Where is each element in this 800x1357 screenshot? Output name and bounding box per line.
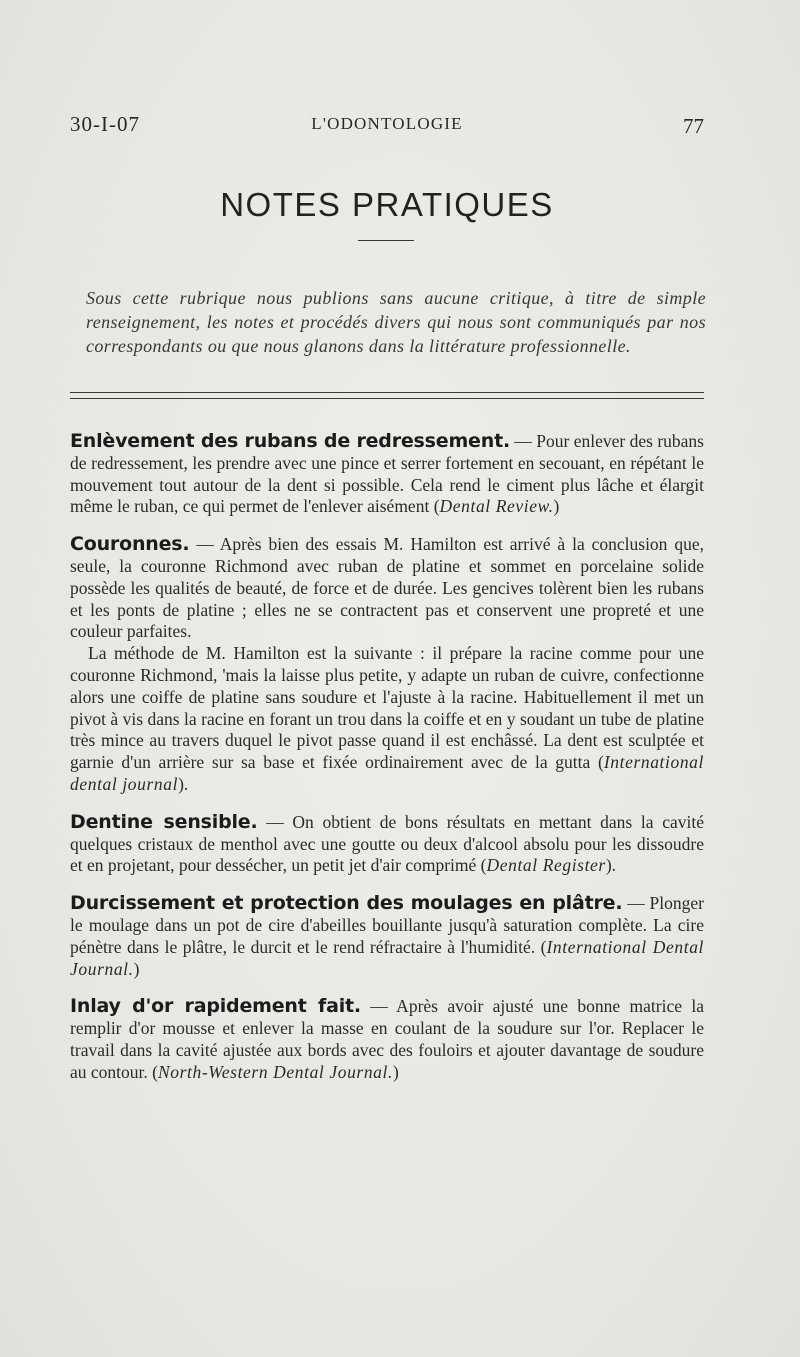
intro-paragraph: Sous cette rubrique nous publions sans aucune critique, à titre de simple renseignement, les notes et procédés divers qui nous sont communiqués par nos correspondants ou que nous glanons dans la littérature professionnelle. — [86, 288, 706, 356]
note-heading: Durcissement et protection des moulages en plâtre. — [70, 892, 623, 915]
note-paragraph — [70, 431, 704, 518]
note-paragraph — [70, 893, 704, 980]
note-end: ). — [605, 855, 617, 876]
note-section — [70, 812, 704, 877]
note-end: ) — [553, 496, 560, 517]
note-source: International dental journal — [70, 752, 704, 794]
note-paragraph — [70, 996, 704, 1083]
running-head — [70, 112, 704, 142]
note-heading: Couronnes. — [70, 533, 190, 556]
note-text: — Pour enlever des rubans de redressement, les prendre avec une pince et serrer fortement en secouant, en répétant le mouvement tout autour de la dent si possible. Cela rend le ciment plus lâche et élargit même le ruban, ce qui permet de l'enlever aisément ( — [70, 431, 704, 517]
note-heading: Dentine sensible. — [70, 810, 258, 833]
note-end: ) — [392, 1061, 399, 1082]
double-divider — [70, 392, 704, 399]
note-source: International Dental Journal. — [70, 936, 704, 979]
note-paragraph — [70, 643, 704, 796]
note-source: North-Western Dental Journal. — [157, 1061, 393, 1082]
note-heading: Enlèvement des rubans de redressement. — [70, 430, 510, 452]
note-heading: Inlay d'or rapidement fait. — [70, 995, 361, 1018]
note-section — [70, 893, 704, 980]
note-text: — Après bien des essais M. Hamilton est arrivé à la conclusion que, seule, la couronne Richmond avec ruban de platine et sommet en porcelaine solide possède les qualités de beauté, de force et de durée. Les gencives tolèrent bien les rubans et les ponts de platine ; elles ne se contractent pas et conservent une propreté et une couleur parfaites. — [70, 534, 704, 642]
note-paragraph — [70, 534, 704, 643]
page-number: 77 — [683, 114, 704, 138]
page-title: NOTES PRATIQUES — [220, 186, 554, 223]
note-text: — Après avoir ajusté une bonne matrice la remplir d'or mousse et enlever la masse en coulant de la soudure sur l'or. Replacer le travail dans la cavité ajustée aux bords avec des fouloirs et ajouter davantage de soudure au contour. ( — [70, 996, 704, 1082]
note-paragraph — [70, 812, 704, 877]
note-section — [70, 996, 704, 1083]
journal-name: L'ODONTOLOGIE — [311, 114, 463, 133]
note-section — [70, 431, 704, 518]
note-source: Dental Register — [486, 855, 606, 876]
issue-date: 30-I-07 — [70, 112, 140, 136]
note-section — [70, 534, 704, 796]
note-end: ) — [133, 958, 140, 979]
note-source: Dental Review. — [439, 496, 554, 517]
note-text: — On obtient de bons résultats en mettant dans la cavité quelques cristaux de menthol avec une goutte ou deux d'alcool absolu pour les dissoudre et en projetant, pour dessécher, un petit jet d'air comprimé ( — [70, 811, 705, 876]
title-underline — [358, 240, 414, 241]
notes-body — [70, 431, 704, 1100]
note-end: ). — [178, 773, 189, 794]
note-text: — Plonger le moulage dans un pot de cire d'abeilles bouillante jusqu'à saturation complète. La cire pénètre dans le plâtre, le durcit et le rend réfractaire à l'humidité. ( — [70, 893, 704, 957]
note-text: La méthode de M. Hamilton est la suivante : il prépare la racine comme pour une couronne Richmond, 'mais la laisse plus petite, y adapte un ruban de cuivre, confectionne alors une coiffe de platine sans soudure et l'ajuste à la racine. Habituellement il met un pivot à vis dans la racine en forant un trou dans la coiffe et en y soudant un tube de platine très mince au travers duquel le pivot passe quand il est enchâssé. La dent est sculptée et garnie d'un arrière sur sa base et fixée ordinairement avec de la gutta ( — [70, 643, 704, 773]
